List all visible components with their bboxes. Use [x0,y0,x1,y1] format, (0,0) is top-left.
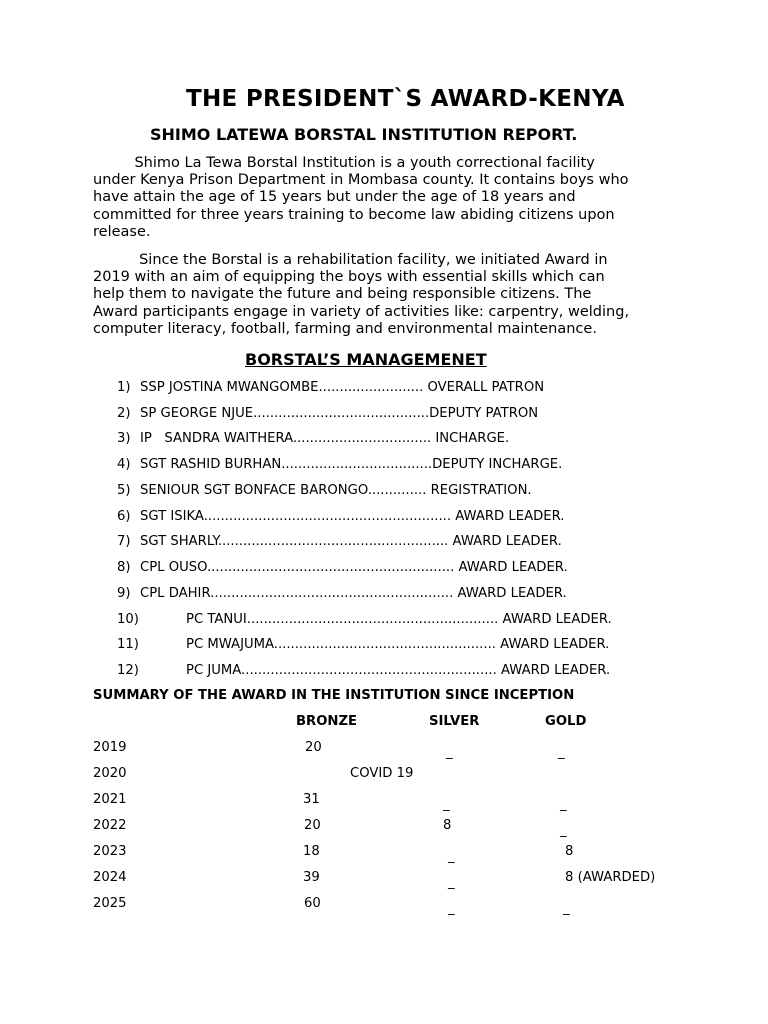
gold-value: _ [558,745,565,760]
bronze-value: 39 [303,870,320,885]
bronze-value: 20 [304,818,321,833]
gold-value: _ [563,901,570,916]
silver-value: 8 [443,818,452,833]
paragraph-line: help them to navigate the future and being responsible citizens. The [93,286,592,303]
paragraph-line: Shimo La Tewa Borstal Institution is a youth correctional facility [93,155,595,171]
list-item: SP GEORGE NJUE..........................................DEPUTY PATRON [140,406,539,421]
list-item: SGT SHARLY....................................................... AWARD LEADER. [140,534,562,549]
bronze-value: 20 [305,740,322,755]
intro-paragraph [93,155,683,241]
silver-value: _ [448,901,455,916]
silver-value: _ [448,875,455,890]
row-year: 2023 [93,844,127,859]
row-year: 2025 [93,896,127,911]
list-item-number: 6) [117,509,131,524]
paragraph-line: release. [93,223,151,240]
row-year: 2024 [93,870,127,885]
rehabilitation-paragraph [93,252,683,338]
list-item-number: 9) [117,586,131,601]
list-item-number: 3) [117,431,131,446]
list-item-number: 7) [117,534,131,549]
list-item-number: 5) [117,483,131,498]
paragraph-line: under Kenya Prison Department in Mombasa county. It contains boys who [93,172,629,189]
paragraph-line: 2019 with an aim of equipping the boys with essential skills which can [93,269,605,286]
row-year: 2021 [93,792,127,807]
paragraph-line: Award participants engage in variety of activities like: carpentry, welding, [93,303,630,320]
list-item-number: 1) [117,380,131,395]
paragraph-line: computer literacy, football, farming and environmental maintenance. [93,320,597,337]
list-item: PC TANUI............................................................ AWARD LEADER. [186,612,612,627]
list-item: IP SANDRA WAITHERA................................. INCHARGE. [140,431,510,446]
column-header-gold: GOLD [545,714,587,729]
list-item: CPL OUSO........................................................... AWARD LEADER. [140,560,568,575]
list-item: SGT ISIKA........................................................... AWARD LEADER. [140,509,565,524]
gold-value: 8 [565,844,574,859]
report-subtitle: SHIMO LATEWA BORSTAL INSTITUTION REPORT. [150,125,578,144]
list-item-number: 12) [117,663,139,678]
list-item: SGT RASHID BURHAN....................................DEPUTY INCHARGE. [140,457,563,472]
gold-value: 8 (AWARDED) [565,870,656,885]
row-year: 2019 [93,740,127,755]
silver-value: _ [443,797,450,812]
list-item: SENIOUR SGT BONFACE BARONGO.............. REGISTRATION. [140,483,532,498]
list-item: CPL DAHIR.......................................................... AWARD LEADER. [140,586,567,601]
list-item: SSP JOSTINA MWANGOMBE......................... OVERALL PATRON [140,380,545,395]
list-item-number: 4) [117,457,131,472]
covid-note: COVID 19 [350,766,414,781]
document-title: THE PRESIDENT`S AWARD-KENYA [186,86,625,112]
paragraph-line: Since the Borstal is a rehabilitation facility, we initiated Award in [93,252,608,268]
summary-heading: SUMMARY OF THE AWARD IN THE INSTITUTION SINCE INCEPTION [93,688,575,703]
list-item-number: 2) [117,406,131,421]
paragraph-line: have attain the age of 15 years but under the age of 18 years and [93,189,576,206]
list-item: PC JUMA............................................................. AWARD LEADER. [186,663,611,678]
silver-value: _ [446,745,453,760]
column-header-silver: SILVER [429,714,480,729]
list-item-number: 10) [117,612,139,627]
bronze-value: 31 [303,792,320,807]
bronze-value: 60 [304,896,321,911]
gold-value: _ [560,823,567,838]
row-year: 2020 [93,766,127,781]
row-year: 2022 [93,818,127,833]
silver-value: _ [448,849,455,864]
list-item: PC MWAJUMA..................................................... AWARD LEADER. [186,637,610,652]
paragraph-line: committed for three years training to become law abiding citizens upon [93,206,615,223]
gold-value: _ [560,797,567,812]
column-header-bronze: BRONZE [296,714,358,729]
list-item-number: 11) [117,637,139,652]
management-heading: BORSTAL’S MANAGEMENET [245,350,487,369]
list-item-number: 8) [117,560,131,575]
bronze-value: 18 [303,844,320,859]
